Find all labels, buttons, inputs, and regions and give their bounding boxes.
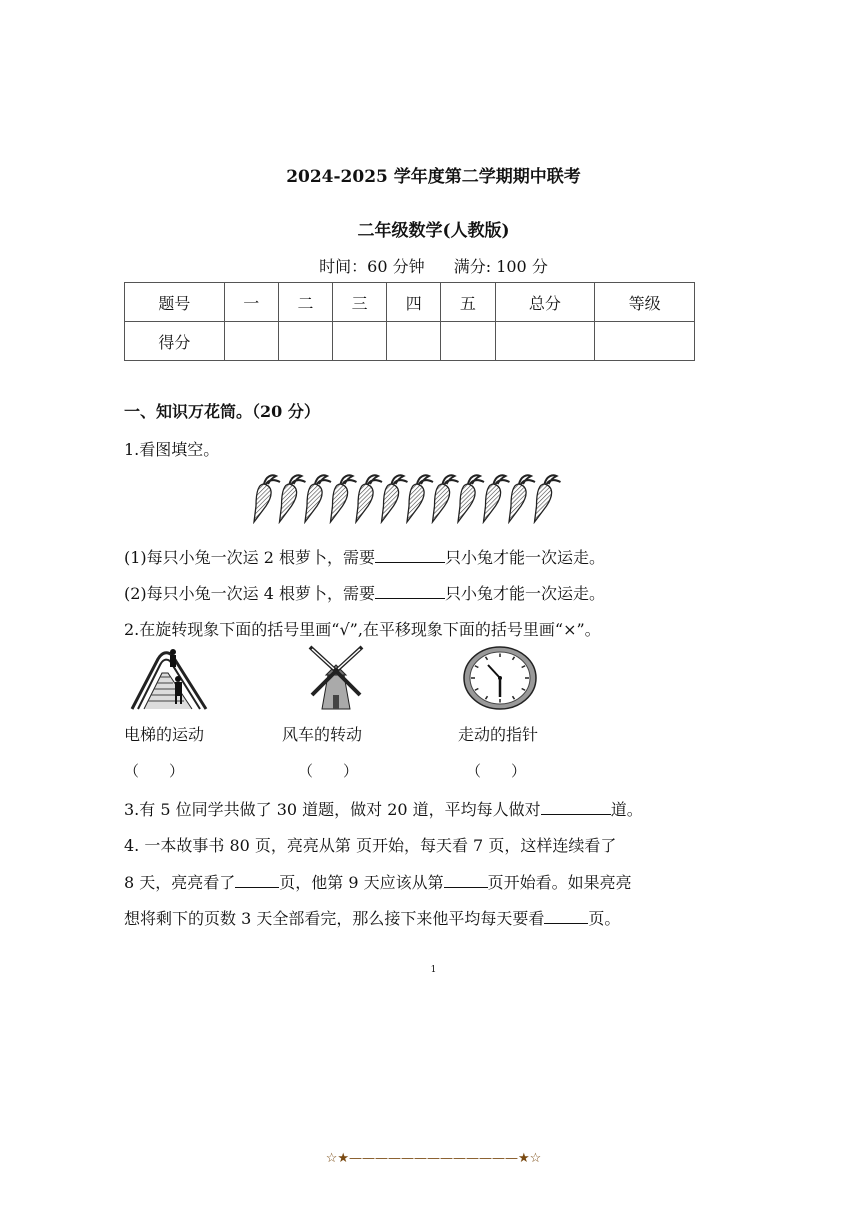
caption-escalator: 电梯的运动	[124, 725, 205, 744]
question-text: 只小兔才能一次运走。	[445, 584, 606, 603]
time-label: 时间：60 分钟	[319, 257, 425, 276]
question-text: 3.有 5 位同学共做了 30 道题，做对 20 道，平均每人做对	[124, 800, 541, 819]
question-text: 道。	[610, 800, 643, 819]
table-cell: 一	[224, 283, 278, 322]
question-2-prompt: 2.在旋转现象下面的括号里画“√”,在平移现象下面的括号里画“×”。	[124, 620, 601, 639]
carrot-icon	[407, 475, 433, 522]
carrots-illustration	[246, 472, 576, 524]
table-cell: 总分	[495, 283, 595, 322]
carrot-icon	[254, 475, 280, 522]
carrot-icon	[331, 475, 357, 522]
caption-clock: 走动的指针	[458, 725, 539, 744]
score-input-cell[interactable]	[224, 322, 278, 361]
answer-blank[interactable]	[444, 873, 488, 888]
answer-blank[interactable]	[235, 873, 279, 888]
question-4-line-2	[124, 870, 632, 893]
carrot-icon	[535, 475, 561, 522]
carrot-icon	[433, 475, 459, 522]
exam-time-info	[0, 254, 867, 277]
section-heading: 一、知识万花筒。（20 分）	[124, 402, 320, 421]
carrot-icon	[458, 475, 484, 522]
score-input-cell[interactable]	[387, 322, 441, 361]
table-cell: 等级	[595, 283, 695, 322]
score-input-cell[interactable]	[495, 322, 595, 361]
question-text: 8 天，亮亮看了	[124, 873, 236, 892]
question-text: (1)每只小兔一次运 2 根萝卜，需要	[124, 548, 376, 567]
table-cell: 得分	[125, 322, 225, 361]
windmill-icon	[304, 645, 368, 711]
page-footer-ornament: ☆★—————————————★☆	[325, 1151, 542, 1166]
score-input-cell[interactable]	[595, 322, 695, 361]
answer-blank[interactable]	[375, 584, 445, 599]
page-number: 1	[430, 965, 437, 975]
table-cell: 题号	[125, 283, 225, 322]
table-cell: 五	[441, 283, 495, 322]
clock-icon	[462, 645, 538, 711]
answer-paren-windmill[interactable]: （ ）	[298, 762, 359, 780]
question-1-sub-1	[124, 545, 605, 568]
answer-blank[interactable]	[375, 548, 445, 563]
table-cell: 三	[333, 283, 387, 322]
answer-paren-escalator[interactable]: （ ）	[124, 762, 185, 780]
carrot-icon	[484, 475, 510, 522]
escalator-icon	[128, 645, 210, 711]
question-text: (2)每只小兔一次运 4 根萝卜，需要	[124, 584, 376, 603]
carrot-icon	[509, 475, 535, 522]
question-1-sub-2	[124, 581, 605, 604]
carrot-icon	[280, 475, 306, 522]
score-input-cell[interactable]	[333, 322, 387, 361]
question-3	[124, 797, 643, 820]
carrot-icon	[382, 475, 408, 522]
question-text: 只小兔才能一次运走。	[445, 548, 606, 567]
answer-blank[interactable]	[544, 909, 588, 924]
score-table	[124, 282, 695, 361]
table-cell: 四	[387, 283, 441, 322]
answer-paren-clock[interactable]: （ ）	[466, 762, 527, 780]
answer-blank[interactable]	[541, 800, 611, 815]
carrot-icon	[356, 475, 382, 522]
question-text: 页。	[588, 909, 621, 928]
question-text: 想将剩下的页数 3 天全部看完，那么接下来他平均每天要看	[124, 909, 545, 928]
score-table-score-row	[125, 322, 695, 361]
question-4-line-3	[124, 906, 620, 929]
question-1-prompt: 1.看图填空。	[124, 440, 220, 459]
score-input-cell[interactable]	[278, 322, 332, 361]
question-text: 页，他第 9 天应该从第	[279, 873, 444, 892]
score-table-header-row	[125, 283, 695, 322]
exam-subtitle: 二年级数学(人教版)	[357, 221, 510, 241]
question-4-line-1: 4. 一本故事书 80 页，亮亮从第 页开始，每天看 7 页，这样连续看了	[124, 836, 617, 855]
exam-title: 2024-2025 学年度第二学期期中联考	[286, 167, 581, 187]
caption-windmill: 风车的转动	[282, 725, 363, 744]
score-label: 满分: 100 分	[453, 257, 548, 276]
score-input-cell[interactable]	[441, 322, 495, 361]
carrot-icon	[305, 475, 331, 522]
table-cell: 二	[278, 283, 332, 322]
question-text: 页开始看。如果亮亮	[487, 873, 632, 892]
